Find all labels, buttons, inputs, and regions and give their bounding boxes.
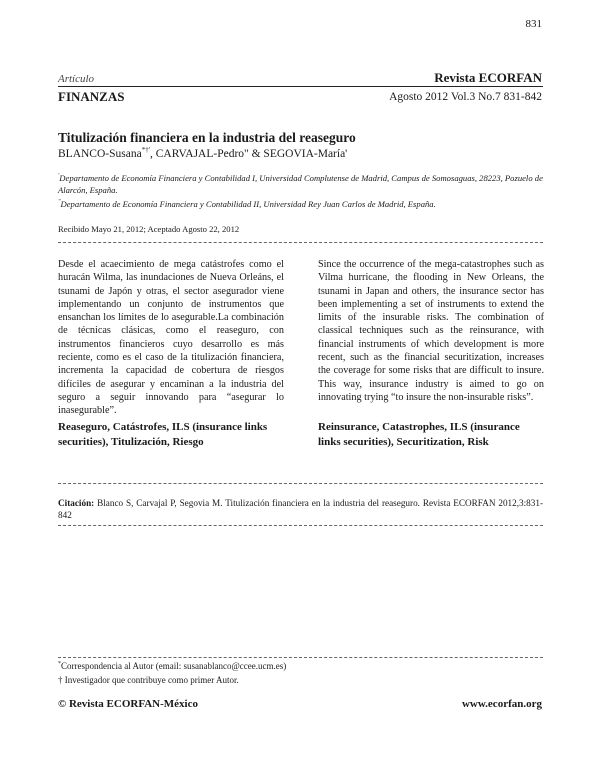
section-tag: Artículo — [58, 73, 95, 85]
investigator-footnote: † Investigador que contribuye como primer Autor. — [58, 675, 239, 685]
affiliation-2-text: Departamento de Economía Financiera y Contabilidad II, Universidad Rey Juan Carlos de Madrid, España. — [60, 199, 436, 210]
section-name: FINANZAS — [58, 89, 125, 104]
affiliation-1-text: Departamento de Economía Financiera y Contabilidad I, Universidad Complutense de Madrid, Campus de Somosaguas, 28223, Pozuelo de Alarcón, España. — [58, 172, 543, 196]
divider — [58, 242, 543, 243]
correspondence-text: Correspondencia al Autor (email: susanablanco@ccee.ucm.es) — [61, 661, 287, 671]
page-number: 831 — [525, 18, 542, 30]
citation-text: Blanco S, Carvajal P, Segovia M. Titulización financiera en la industria del reaseguro. Revista ECORFAN 2012,3:831-842 — [58, 498, 544, 521]
website-link[interactable]: www.ecorfan.org — [461, 698, 542, 710]
affiliations — [58, 170, 548, 211]
citation-label: Citación: — [58, 498, 95, 508]
citation — [58, 497, 543, 522]
correspondence-footnote — [58, 661, 286, 671]
divider — [58, 525, 543, 526]
affiliation-1 — [58, 170, 548, 196]
keywords-english: Reinsurance, Catastrophes, ILS (insurance links securities), Securitization, Risk — [318, 421, 520, 448]
affiliation-2 — [58, 196, 548, 210]
issue-info: Agosto 2012 Vol.3 No.7 831-842 — [389, 91, 542, 103]
abstract-english: Since the occurrence of the mega-catastrophes such as Vilma hurricane, the flooding in New Orleans, the tsunami in Japan and others, the insurance sector has been implementing a set of instruments to extend the limits of the insurable risks. The combination of classical techniques such as the reinsurance, with financial instruments of which development is more recent, such as the financial securitization, increases the coverage for some risks that are difficult to insure. This way, insurance industry is aimed to go on innovating trying “to insure the non-insurable risks”. — [318, 259, 544, 403]
footnote-divider — [58, 657, 543, 658]
journal-name: Revista ECORFAN — [434, 70, 542, 85]
article-title: Titulización financiera en la industria del reaseguro — [58, 130, 356, 145]
keywords-spanish: Reaseguro, Catástrofes, ILS (insurance links securities), Titulización, Riesgo — [58, 421, 268, 448]
first-author: BLANCO-Susana — [58, 147, 142, 160]
other-authors: , CARVAJAL-Pedro" & SEGOVIA-María' — [149, 147, 348, 160]
copyright: © Revista ECORFAN-México — [58, 698, 198, 710]
affiliation-2-mark: " — [58, 199, 61, 206]
author-list — [58, 146, 347, 160]
correspondence-mark: * — [58, 661, 61, 667]
received-accepted-dates: Recibido Mayo 21, 2012; Aceptado Agosto 22, 2012 — [58, 224, 240, 234]
first-author-marks: *†' — [141, 146, 150, 154]
affiliation-1-mark: ' — [58, 173, 60, 179]
divider — [58, 483, 543, 484]
header-rule — [58, 86, 543, 87]
abstract-spanish: Desde el acaecimiento de mega catástrofes como el huracán Wilma, las inundaciones de Nueva Orleáns, el tsunami de Japón y otras, el sector asegurador viene implementando un conjunto de instrumentos que ensanchan los límites de lo asegurable.La combinación de técnicas clásicas, como el reaseguro, con instrumentos financieros cuyo desarrollo es más reciente, como es el caso de la titulización financiera, incrementa la capacidad de cobertura de riesgos difíciles de asegurar y encaminan a la industria del seguro a seguir innovando para “asegurar lo inasegurable”. — [58, 259, 284, 417]
